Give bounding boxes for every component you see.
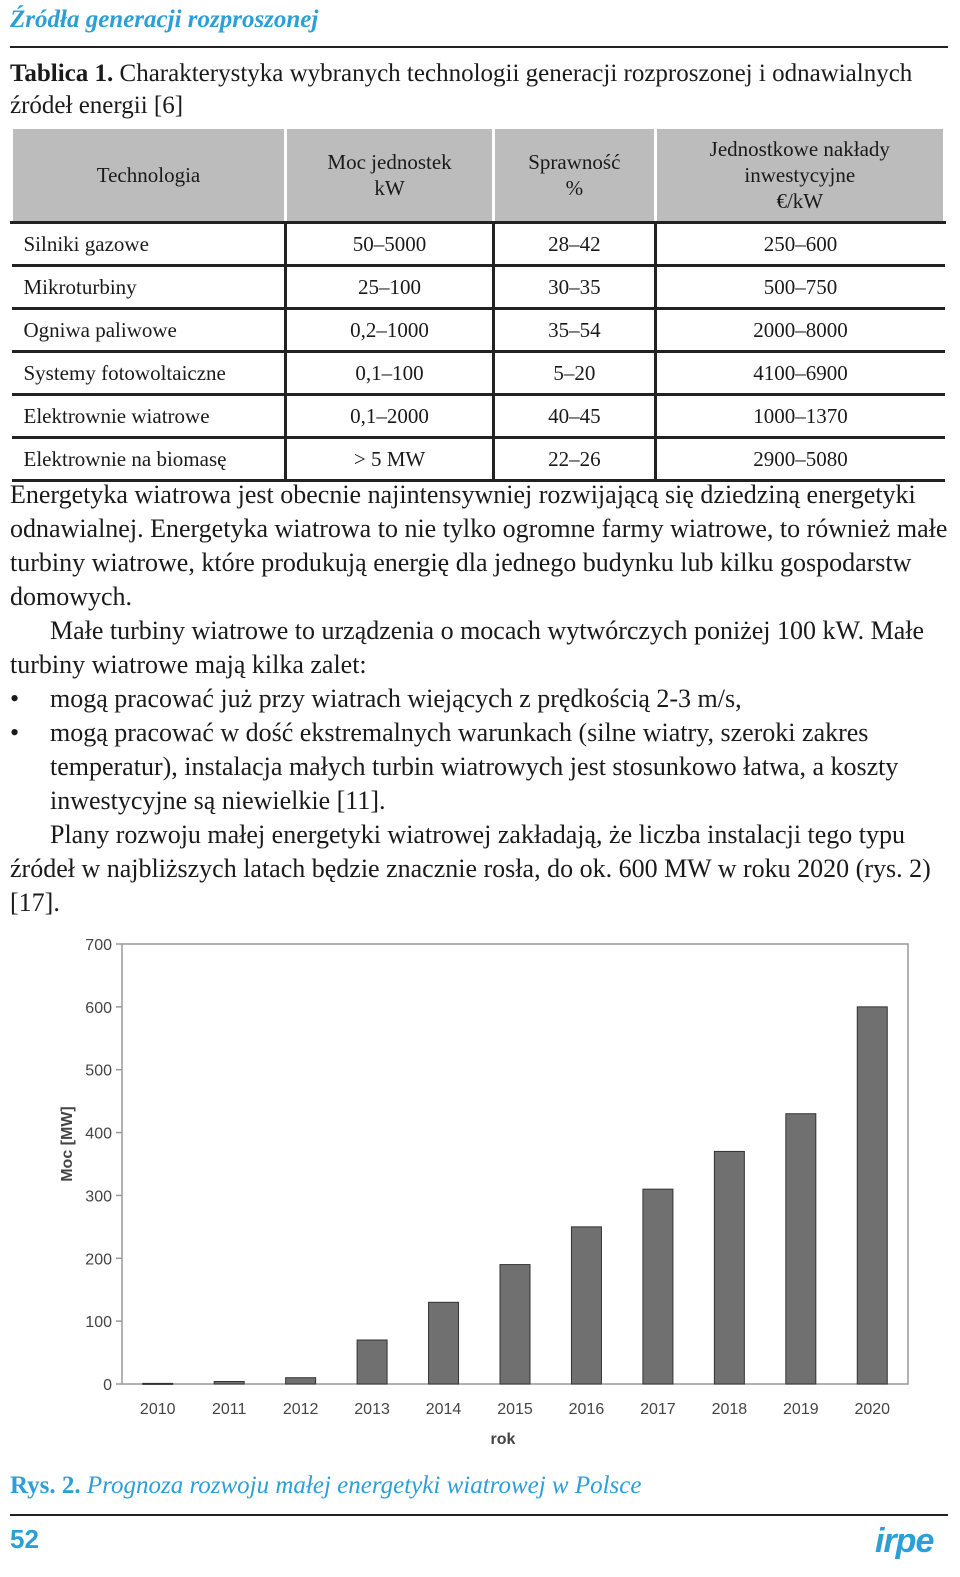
table-cell: 40–45 (494, 395, 655, 438)
bar (143, 1383, 173, 1384)
table-header-cell (12, 128, 286, 223)
x-axis-label: rok (490, 1431, 516, 1448)
table-row (12, 395, 945, 438)
table-header-cell (494, 128, 655, 223)
table-row (12, 309, 945, 352)
table-row (12, 223, 945, 266)
bottom-divider (10, 1514, 948, 1516)
figure-label: Rys. 2. (10, 1472, 81, 1499)
bar (500, 1265, 530, 1384)
y-tick-label: 700 (85, 937, 112, 954)
table-header-line: Sprawność (528, 150, 621, 174)
table-cell: 0,1–100 (286, 352, 494, 395)
table-cell: 0,1–2000 (286, 395, 494, 438)
bar (571, 1227, 601, 1384)
y-tick-label: 0 (103, 1377, 112, 1394)
bar (786, 1114, 816, 1384)
x-tick-label: 2011 (211, 1401, 247, 1418)
table-header-line: inwestycyjne (744, 163, 856, 187)
table-cell: 500–750 (655, 266, 944, 309)
table-row (12, 266, 945, 309)
table-cell: 35–54 (494, 309, 655, 352)
table-cell: Ogniwa paliwowe (12, 309, 286, 352)
page-number: 52 (10, 1524, 39, 1554)
table-cell: > 5 MW (286, 438, 494, 481)
table-cell: 22–26 (494, 438, 655, 481)
table-cell: 5–20 (494, 352, 655, 395)
bullet-item: • mogą pracować już przy wiatrach wiejących z prędkością 2-3 m/s, (10, 682, 948, 716)
x-tick-label: 2018 (711, 1401, 748, 1418)
table-body (12, 223, 945, 481)
y-tick-label: 300 (85, 1188, 112, 1206)
y-tick-label: 500 (85, 1062, 112, 1080)
table-header-cell (286, 128, 494, 223)
table-cell: 1000–1370 (655, 395, 944, 438)
table-header-row (12, 128, 945, 223)
x-tick-label: 2019 (783, 1401, 819, 1418)
publisher-logo: irpe (875, 1522, 934, 1560)
bar (214, 1381, 244, 1384)
table-cell: Elektrownie na biomasę (12, 438, 286, 481)
y-tick-label: 100 (85, 1314, 112, 1332)
top-divider (10, 46, 948, 48)
table-cell: 28–42 (494, 223, 655, 266)
table-cell: Systemy fotowoltaiczne (12, 352, 286, 395)
x-tick-label: 2020 (854, 1401, 891, 1418)
x-tick-label: 2015 (497, 1401, 533, 1418)
table-header-line: kW (374, 176, 405, 200)
table-header-cell (655, 128, 944, 223)
table-header-line: Technologia (96, 163, 201, 187)
bar (429, 1302, 459, 1384)
section-title: Źródła generacji rozproszonej (10, 6, 319, 33)
paragraph-1: Energetyka wiatrowa jest obecnie najintensywniej rozwijającą się dziedziną energetyki odnawialnej. Energetyka wiatrowa to nie tylko ogromne farmy wiatrowe, to również małe turbiny wiatrowe, które produkują energię dla jednego budynku lub kilku gospodarstw domowych. (10, 480, 948, 611)
table-cell: 30–35 (494, 266, 655, 309)
figure-caption-text: Prognoza rozwoju małej energetyki wiatrowej w Polsce (86, 1472, 642, 1499)
table-cell: Mikroturbiny (12, 266, 286, 309)
table-row (12, 438, 945, 481)
table-caption (10, 58, 950, 122)
x-tick-label: 2016 (568, 1401, 605, 1418)
x-tick-label: 2017 (640, 1401, 676, 1418)
figure-caption (10, 1472, 641, 1500)
y-tick-label: 600 (85, 999, 112, 1017)
table-cell: 2000–8000 (655, 309, 944, 352)
table-caption-text: Charakterystyka wybranych technologii generacji rozproszonej i odnawialnych źródeł energii [6] (10, 60, 913, 119)
y-tick-label: 400 (85, 1125, 112, 1143)
bar (286, 1378, 316, 1384)
x-tick-label: 2013 (354, 1401, 390, 1418)
bar (643, 1189, 673, 1384)
x-tick-label: 2014 (425, 1401, 462, 1418)
body-text (10, 478, 948, 920)
table-cell: 4100–6900 (655, 352, 944, 395)
table-cell: Elektrownie wiatrowe (12, 395, 286, 438)
bar-chart (10, 926, 950, 1466)
technology-table (10, 126, 946, 482)
table-caption-label: Tablica 1. (10, 60, 114, 87)
y-axis-label: Moc [MW] (59, 1106, 76, 1182)
bar (714, 1151, 744, 1384)
table-cell: 250–600 (655, 223, 944, 266)
table-cell: 0,2–1000 (286, 309, 494, 352)
paragraph-2: Małe turbiny wiatrowe to urządzenia o mocach wytwórczych poniżej 100 kW. Małe turbiny wiatrowe mają kilka zalet: (10, 616, 925, 679)
x-tick-label: 2012 (282, 1401, 319, 1418)
table-header-line: % (565, 176, 584, 200)
bullet-item: • mogą pracować w dość ekstremalnych warunkach (silne wiatry, szeroki zakres temperatur), instalacja małych turbin wiatrowych jest stosunkowo łatwa, a koszty inwestycyjne są niewielkie [11]. (10, 716, 948, 818)
table-header-line: Moc jednostek (327, 150, 452, 174)
y-tick-label: 200 (85, 1251, 112, 1269)
table-cell: 50–5000 (286, 223, 494, 266)
x-tick-label: 2010 (139, 1401, 176, 1418)
table-header-line: Jednostkowe nakłady (709, 137, 890, 161)
bar (857, 1007, 887, 1384)
paragraph-3: Plany rozwoju małej energetyki wiatrowej zakładają, że liczba instalacji tego typu źródeł w najbliższych latach będzie znacznie rosła, do ok. 600 MW w roku 2020 (rys. 2) [17]. (10, 820, 931, 917)
table-cell: 2900–5080 (655, 438, 944, 481)
bar (357, 1340, 387, 1384)
table-row (12, 352, 945, 395)
table-header-line: €/kW (776, 189, 824, 213)
table-cell: Silniki gazowe (12, 223, 286, 266)
table-cell: 25–100 (286, 266, 494, 309)
